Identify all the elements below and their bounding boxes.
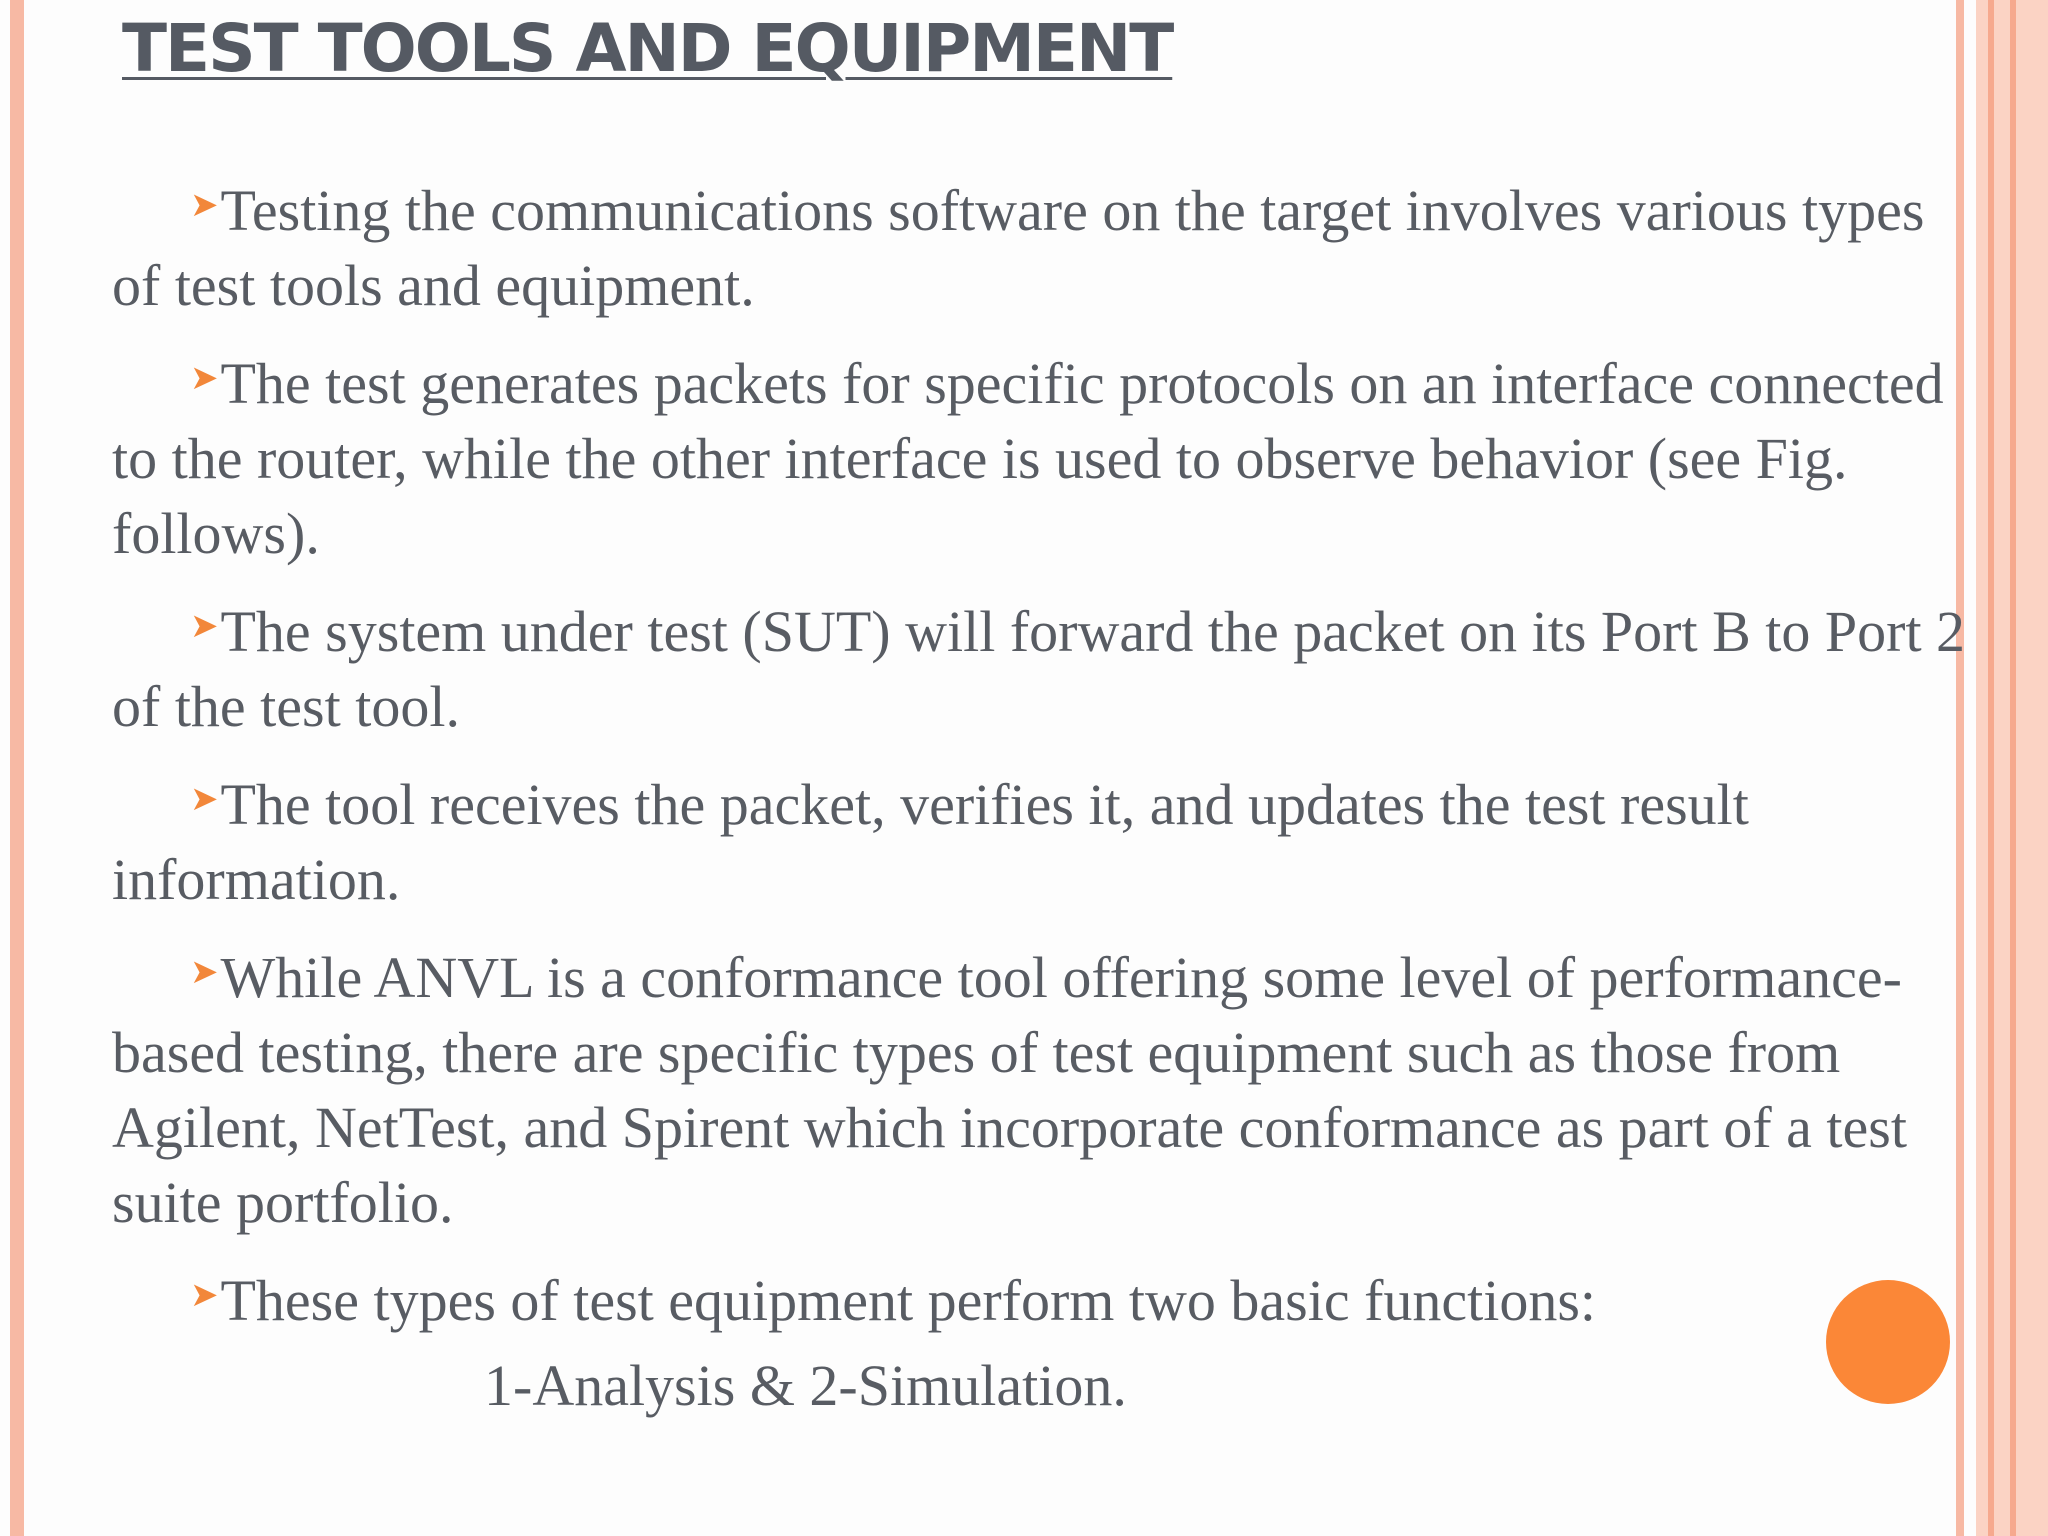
- bullet-text: These types of test equipment perform two basic functions:: [220, 1268, 1597, 1333]
- bullet-item: [112, 589, 1967, 744]
- bullet-item: [112, 762, 1967, 917]
- left-frame-stripe: [10, 0, 24, 1536]
- bullet-text: The system under test (SUT) will forward the packet on its Port B to Port 2 of the test tool.: [112, 599, 1966, 739]
- arrow-bullet-icon: ➤: [190, 1277, 219, 1314]
- arrow-bullet-icon: ➤: [190, 781, 219, 818]
- arrow-bullet-icon: ➤: [190, 954, 219, 991]
- bullet-item: [112, 168, 1967, 323]
- orange-circle-decoration: [1826, 1280, 1950, 1404]
- right-frame-line: [1988, 0, 1994, 1536]
- bullet-item: [112, 341, 1967, 571]
- bullet-item: [112, 1258, 1967, 1338]
- bullet-text: The tool receives the packet, verifies it, and updates the test result information.: [112, 772, 1749, 912]
- arrow-bullet-icon: ➤: [190, 608, 219, 645]
- bullet-text: Testing the communications software on the target involves various types of test tools and equipment.: [112, 178, 1925, 318]
- bullet-text: While ANVL is a conformance tool offering some level of performance-based testing, there are specific types of test equipment such as those from Agilent, NetTest, and Spirent which incorporate conformance as part of a test suite portfolio.: [112, 945, 1907, 1235]
- arrow-bullet-icon: ➤: [190, 360, 219, 397]
- bullet-item: [112, 935, 1967, 1240]
- slide-title: TEST TOOLS AND EQUIPMENT: [122, 10, 1173, 87]
- right-frame-line: [2010, 0, 2016, 1536]
- functions-line: 1-Analysis & 2-Simulation.: [484, 1353, 1127, 1418]
- bullet-list: [112, 168, 1967, 1423]
- arrow-bullet-icon: ➤: [190, 187, 219, 224]
- bullet-text: The test generates packets for specific protocols on an interface connected to the router, while the other interface is used to observe behavior (see Fig. follows).: [112, 351, 1944, 566]
